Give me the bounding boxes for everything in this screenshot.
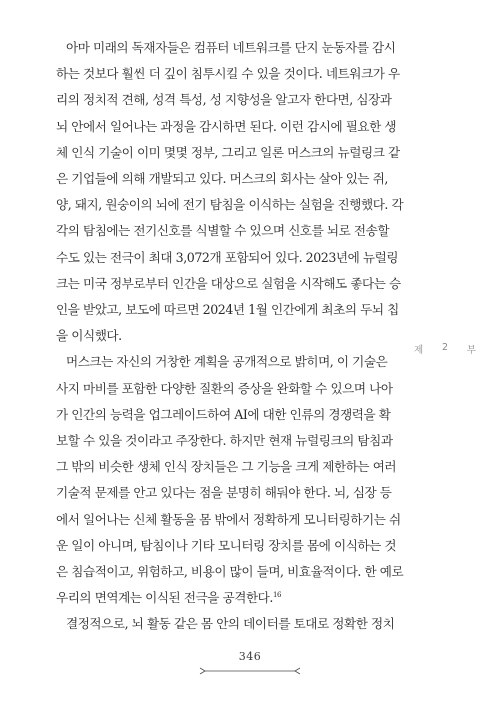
part-label [414, 342, 476, 356]
page-number: 346 [238, 650, 262, 663]
part-label-char: 제 [414, 345, 424, 356]
text-line: 을 이식했다. [56, 328, 122, 344]
text-line: 보할 수 있을 것이라고 주장한다. 하지만 현재 뉴럴링크의 탐침과 [56, 433, 393, 448]
text-line: 각의 탐침에는 전기신호를 식별할 수 있으며 신호를 뇌로 전송할 [56, 223, 390, 239]
part-label-char: 부 [466, 345, 476, 356]
text-line: 하는 것보다 훨씬 더 깊이 침투시킬 수 있을 것이다. 네트워크가 우 [56, 66, 400, 82]
text-line: 그 밖의 비슷한 생체 인식 장치들은 그 기능을 크게 제한하는 여러 [56, 459, 397, 475]
page-number-ornament [199, 667, 301, 675]
text-line: 머스크는 자신의 거창한 계획을 공개적으로 밝히며, 이 기술은 [66, 354, 388, 370]
text-line: 크는 미국 정부로부터 인간을 대상으로 실험을 시작해도 좋다는 승 [56, 275, 401, 291]
text-line: 뇌 안에서 일어나는 과정을 감시하면 된다. 이런 감시에 필요한 생 [56, 118, 397, 134]
text-line: 체 인식 기술이 이미 몇몇 정부, 그리고 일론 머스크의 뉴럴링크 같 [56, 144, 400, 160]
text-line: 가 인간의 능력을 업그레이드하여 AI에 대한 인류의 경쟁력을 확 [56, 406, 391, 422]
text-line: 사지 마비를 포함한 다양한 질환의 증상을 완화할 수 있으며 나아 [56, 380, 393, 396]
text-line: 양, 돼지, 원숭이의 뇌에 전기 탐침을 이식하는 실험을 진행했다. 각 [56, 197, 404, 213]
footnote-marker[interactable]: 16 [272, 591, 281, 599]
text-line: 은 기업들에 의해 개발되고 있다. 머스크의 회사는 살아 있는 쥐, [56, 171, 388, 186]
text-line: 에서 일어나는 신체 활동을 몸 밖에서 정확하게 모니터링하기는 쉬 [56, 511, 401, 527]
text-line: 리의 정치적 견해, 성격 특성, 성 지향성을 알고자 한다면, 심장과 [56, 92, 392, 108]
text-line: 아마 미래의 독재자들은 컴퓨터 네트워크를 단지 눈동자를 감시 [66, 40, 396, 55]
text-line: 결정적으로, 뇌 활동 같은 몸 안의 데이터를 토대로 정확한 정치 [66, 616, 395, 632]
text-line: 기술적 문제를 안고 있다는 점을 분명히 해둬야 한다. 뇌, 심장 등 [56, 485, 392, 501]
part-label-number: 2 [441, 342, 449, 353]
text-line: 운 일이 아니며, 탐침이나 기타 모니터링 장치를 몸에 이식하는 것 [56, 537, 397, 553]
text-line: 수도 있는 전극이 최대 3,072개 포함되어 있다. 2023년에 뉴럴링 [56, 249, 399, 265]
text-line: 인을 받았고, 보도에 따르면 2024년 1월 인간에게 최초의 두뇌 칩 [56, 302, 399, 317]
text-line: 은 침습적이고, 위험하고, 비용이 많이 들며, 비효율적이다. 한 예로 [56, 564, 404, 579]
text-line: 우리의 면역계는 이식된 전극을 공격한다.$^{16}$ [56, 590, 281, 606]
